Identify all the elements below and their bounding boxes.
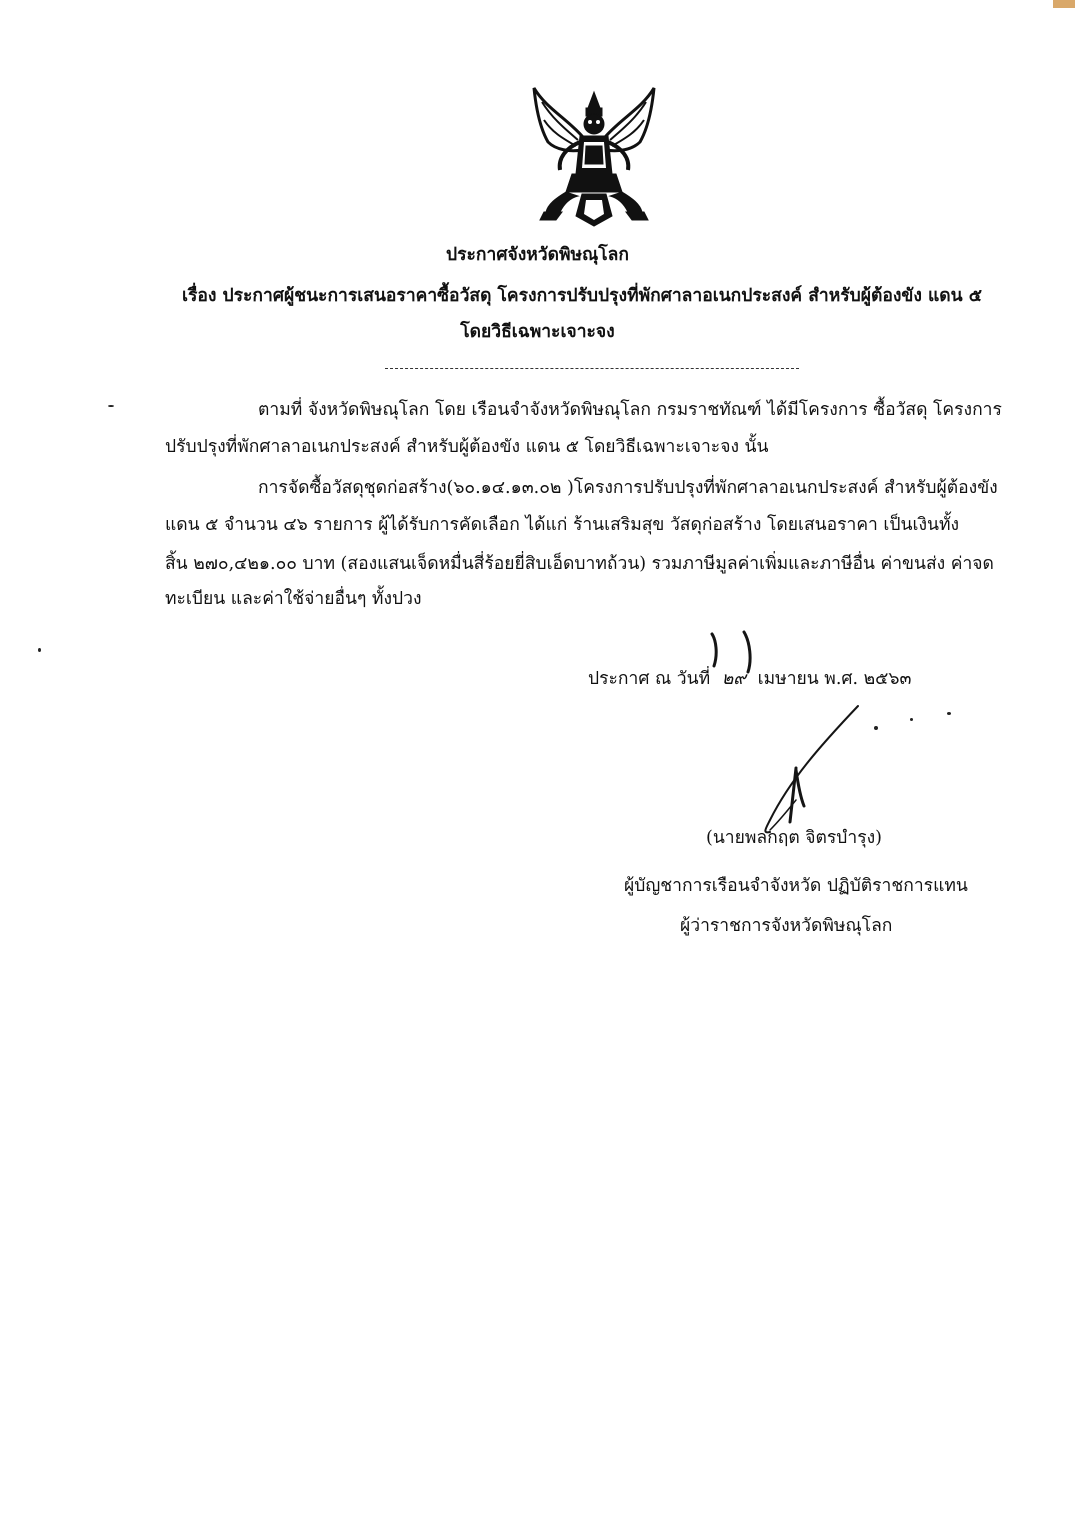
announcement-date-month-year: เมษายน พ.ศ. ๒๕๖๓ — [757, 669, 912, 689]
signatory-position-2: ผู้ว่าราชการจังหวัดพิษณุโลก — [680, 916, 893, 936]
paragraph-2-line-2: แดน ๕ จำนวน ๔๖ รายการ ผู้ได้รับการคัดเลือก ได้แก่ ร้านเสริมสุข วัสดุก่อสร้าง โดยเสนอราคา เป็นเงินทั้ง — [165, 515, 960, 535]
ink-speck — [38, 648, 41, 652]
subject-line-1: เรื่อง ประกาศผู้ชนะการเสนอราคาซื้อวัสดุ โครงการปรับปรุงที่พักศาลาอเนกประสงค์ สำหรับผู้ต้องขัง แดน ๕ — [182, 286, 982, 306]
paragraph-2-line-3: สิ้น ๒๗๐,๔๒๑.๐๐ บาท (สองแสนเจ็ดหมื่นสี่ร้อยยี่สิบเอ็ดบาทถ้วน) รวมภาษีมูลค่าเพิ่มและภาษีอื่น ค่าขนส่ง ค่าจด — [165, 554, 994, 574]
ink-speck — [910, 718, 913, 721]
paragraph-1-line-1: ตามที่ จังหวัดพิษณุโลก โดย เรือนจำจังหวัดพิษณุโลก กรมราชทัณฑ์ ได้มีโครงการ ซื้อวัสดุ โครงการ — [258, 400, 1002, 420]
scan-corner-mark — [1053, 0, 1075, 8]
document-title: ประกาศจังหวัดพิษณุโลก — [446, 245, 629, 265]
signatory-name: (นายพลกฤต จิตรบำรุง) — [706, 828, 882, 848]
signatory-position-1: ผู้บัญชาการเรือนจำจังหวัด ปฏิบัติราชการแทน — [624, 876, 968, 896]
paragraph-1-line-2: ปรับปรุงที่พักศาลาอเนกประสงค์ สำหรับผู้ต้องขัง แดน ๕ โดยวิธีเฉพาะเจาะจง นั้น — [165, 437, 769, 457]
title-divider — [385, 368, 799, 369]
subject-line-2: โดยวิธีเฉพาะเจาะจง — [460, 322, 615, 342]
ink-speck — [947, 712, 951, 715]
garuda-emblem-icon — [526, 78, 662, 230]
announcement-date-day: ๒๙ — [721, 669, 747, 689]
paragraph-2-line-1: การจัดซื้อวัสดุชุดก่อสร้าง(๖๐.๑๔.๑๓.๐๒ )โครงการปรับปรุงที่พักศาลาอเนกประสงค์ สำหรับผู้ต้องขัง — [258, 478, 998, 498]
ink-speck — [874, 726, 878, 730]
handwritten-signature — [700, 620, 980, 860]
paragraph-2-line-4: ทะเบียน และค่าใช้จ่ายอื่นๆ ทั้งปวง — [165, 589, 422, 609]
announcement-date-prefix: ประกาศ ณ วันที่ — [588, 669, 711, 689]
ink-speck — [108, 405, 114, 407]
